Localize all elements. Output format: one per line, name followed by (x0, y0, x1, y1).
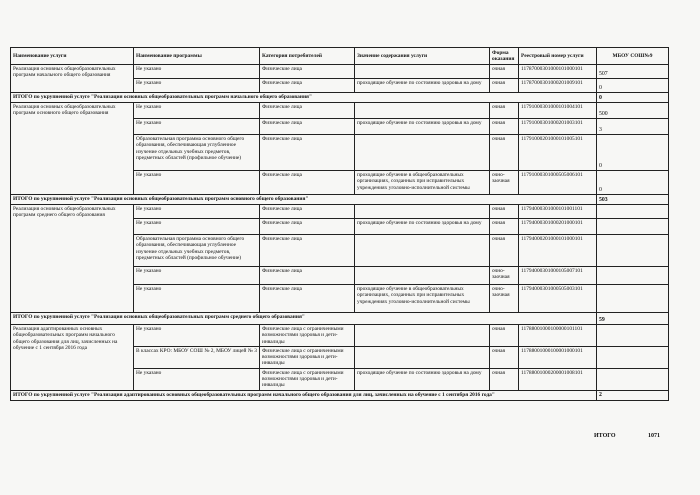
form-cell: очная (490, 368, 519, 390)
category-cell: Физические лица с ограниченными возможностями здоровья и дети-инвалиды (260, 368, 355, 390)
category-cell: Физические лица (260, 135, 355, 171)
category-cell: Физические лица с ограниченными возможностями здоровья и дети-инвалиды (260, 325, 355, 347)
category-cell: Физические лица (260, 285, 355, 313)
registry-cell: 11788001000100000101101 (519, 325, 597, 347)
registry-cell: 11794000301000505003101 (519, 285, 597, 313)
value-cell (597, 219, 669, 235)
program-cell: Не указано (134, 267, 260, 285)
registry-cell: 11794000201000101000101 (519, 235, 597, 267)
header-row (11, 48, 669, 65)
category-cell: Физические лица с ограниченными возможностями здоровья и дети-инвалиды (260, 346, 355, 368)
registry-cell: 11788001000200001008101 (519, 368, 597, 390)
col-header-registry: Реестровый номер услуги (519, 48, 597, 65)
registry-cell: 11788001000100001000101 (519, 346, 597, 368)
program-cell: Не указано (134, 325, 260, 347)
col-header-service: Наименование услуги (11, 48, 134, 65)
subtotal-label: ИТОГО по укрупненной услуге "Реализация адаптированных основных общеобразовательных программ начального общего образования для лиц, зачисленных на обучение с 1 сентября 2016 года" (11, 390, 597, 400)
program-cell: В классах КРО: МБОУ СОШ № 2, МБОУ лицей № 3 (134, 346, 260, 368)
registry-cell: 11794000301000105007101 (519, 267, 597, 285)
table-row (11, 65, 669, 79)
subtotal-value: 503 (597, 195, 669, 205)
category-cell: Физические лица (260, 103, 355, 119)
value-cell (597, 368, 669, 390)
category-cell: Физические лица (260, 267, 355, 285)
grand-total-label: ИТОГО (594, 433, 616, 439)
category-cell: Физические лица (260, 171, 355, 195)
subtotal-value: 0 (597, 93, 669, 103)
value-cell: 3 (597, 119, 669, 135)
registry-cell: 11787000301000201009101 (519, 79, 597, 93)
registry-cell: 11791000301000101004101 (519, 103, 597, 119)
content-cell (355, 267, 490, 285)
registry-cell: 11794000301000101001101 (519, 205, 597, 219)
col-header-category: Категория потребителей (260, 48, 355, 65)
program-cell: Не указано (134, 205, 260, 219)
subtotal-value: 2 (597, 390, 669, 400)
value-cell: 0 (597, 135, 669, 171)
value-cell (597, 267, 669, 285)
form-cell: очная (490, 135, 519, 171)
form-cell: очно-заочная (490, 285, 519, 313)
services-table (10, 47, 669, 401)
subtotal-row (11, 195, 669, 205)
content-cell: проходящие обучение по состоянию здоровья на дому (355, 368, 490, 390)
value-cell (597, 235, 669, 267)
value-cell: 500 (597, 103, 669, 119)
program-cell: Не указано (134, 119, 260, 135)
content-cell: проходящие обучение по состоянию здоровья на дому (355, 119, 490, 135)
content-cell (355, 235, 490, 267)
form-cell: очная (490, 205, 519, 219)
program-cell: Образовательная программа основного общего образования, обеспечивающая углубленное изучение отдельных учебных предметов, предметных областей (профильное обучение) (134, 135, 260, 171)
program-cell: Не указано (134, 368, 260, 390)
subtotal-label: ИТОГО по укрупненной услуге "Реализация основных общеобразовательных программ начального общего образования" (11, 93, 597, 103)
form-cell: очная (490, 325, 519, 347)
value-cell (597, 346, 669, 368)
subtotal-row (11, 313, 669, 325)
form-cell: очная (490, 65, 519, 79)
subtotal-value: 59 (597, 313, 669, 325)
content-cell: проходящие обучение в общеобразовательных организациях, созданных при исправительных учреждениях уголовно-исполнительной системы (355, 171, 490, 195)
content-cell: проходящие обучение по состоянию здоровья на дому (355, 219, 490, 235)
service-name: Реализация адаптированных основных общеобразовательных программ начального общего образования для лиц, зачисленных на обучение с 1 сентября 2016 года (11, 325, 134, 391)
col-header-content: Значение содержания услуги (355, 48, 490, 65)
form-cell: очная (490, 219, 519, 235)
col-header-program: Наименование программы (134, 48, 260, 65)
service-name: Реализация основных общеобразовательных программ основного общего образования (11, 103, 134, 195)
registry-cell: 11794000301000201000101 (519, 219, 597, 235)
content-cell (355, 65, 490, 79)
program-cell: Не указано (134, 171, 260, 195)
content-cell (355, 135, 490, 171)
program-cell: Не указано (134, 285, 260, 313)
value-cell: 0 (597, 79, 669, 93)
registry-cell: 11787000301000101000101 (519, 65, 597, 79)
col-header-school: МБОУ СОШ№9 (597, 48, 669, 65)
registry-cell: 11791000301000201003101 (519, 119, 597, 135)
content-cell: проходящие обучение по состоянию здоровья на дому (355, 79, 490, 93)
form-cell: очная (490, 119, 519, 135)
table-row (11, 325, 669, 347)
form-cell: очная (490, 79, 519, 93)
category-cell: Физические лица (260, 119, 355, 135)
form-cell: очная (490, 103, 519, 119)
program-cell: Не указано (134, 219, 260, 235)
grand-total-value: 1071 (648, 433, 660, 439)
table-row (11, 103, 669, 119)
form-cell: очно-заочная (490, 267, 519, 285)
service-name: Реализация основных общеобразовательных программ начального общего образования (11, 65, 134, 93)
category-cell: Физические лица (260, 205, 355, 219)
value-cell (597, 285, 669, 313)
value-cell (597, 325, 669, 347)
subtotal-label: ИТОГО по укрупненной услуге "Реализация основных общеобразовательных программ основного общего образования" (11, 195, 597, 205)
col-header-form: Форма оказания (490, 48, 519, 65)
subtotal-label: ИТОГО по укрупненной услуге "Реализация основных общеобразовательных программ среднего общего образования" (11, 313, 597, 325)
content-cell (355, 325, 490, 347)
content-cell: проходящие обучение в общеобразовательных организациях, созданных при исправительных учреждениях уголовно-исполнительной системы (355, 285, 490, 313)
content-cell (355, 346, 490, 368)
program-cell: Не указано (134, 65, 260, 79)
value-cell: 0 (597, 171, 669, 195)
program-cell: Не указано (134, 103, 260, 119)
registry-cell: 11791000201000101005101 (519, 135, 597, 171)
category-cell: Физические лица (260, 79, 355, 93)
form-cell: очная (490, 235, 519, 267)
service-name: Реализация основных общеобразовательных программ среднего общего образования (11, 205, 134, 313)
category-cell: Физические лица (260, 235, 355, 267)
program-cell: Не указано (134, 79, 260, 93)
table-row (11, 205, 669, 219)
form-cell: очно-заочная (490, 171, 519, 195)
value-cell: 507 (597, 65, 669, 79)
subtotal-row (11, 93, 669, 103)
category-cell: Физические лица (260, 219, 355, 235)
registry-cell: 11791000301000505006101 (519, 171, 597, 195)
category-cell: Физические лица (260, 65, 355, 79)
content-cell (355, 205, 490, 219)
value-cell (597, 205, 669, 219)
subtotal-row (11, 390, 669, 400)
form-cell: очная (490, 346, 519, 368)
program-cell: Образовательная программа основного общего образования, обеспечивающая углубленное изучение отдельных учебных предметов, предметных областей (профильное обучение) (134, 235, 260, 267)
content-cell (355, 103, 490, 119)
